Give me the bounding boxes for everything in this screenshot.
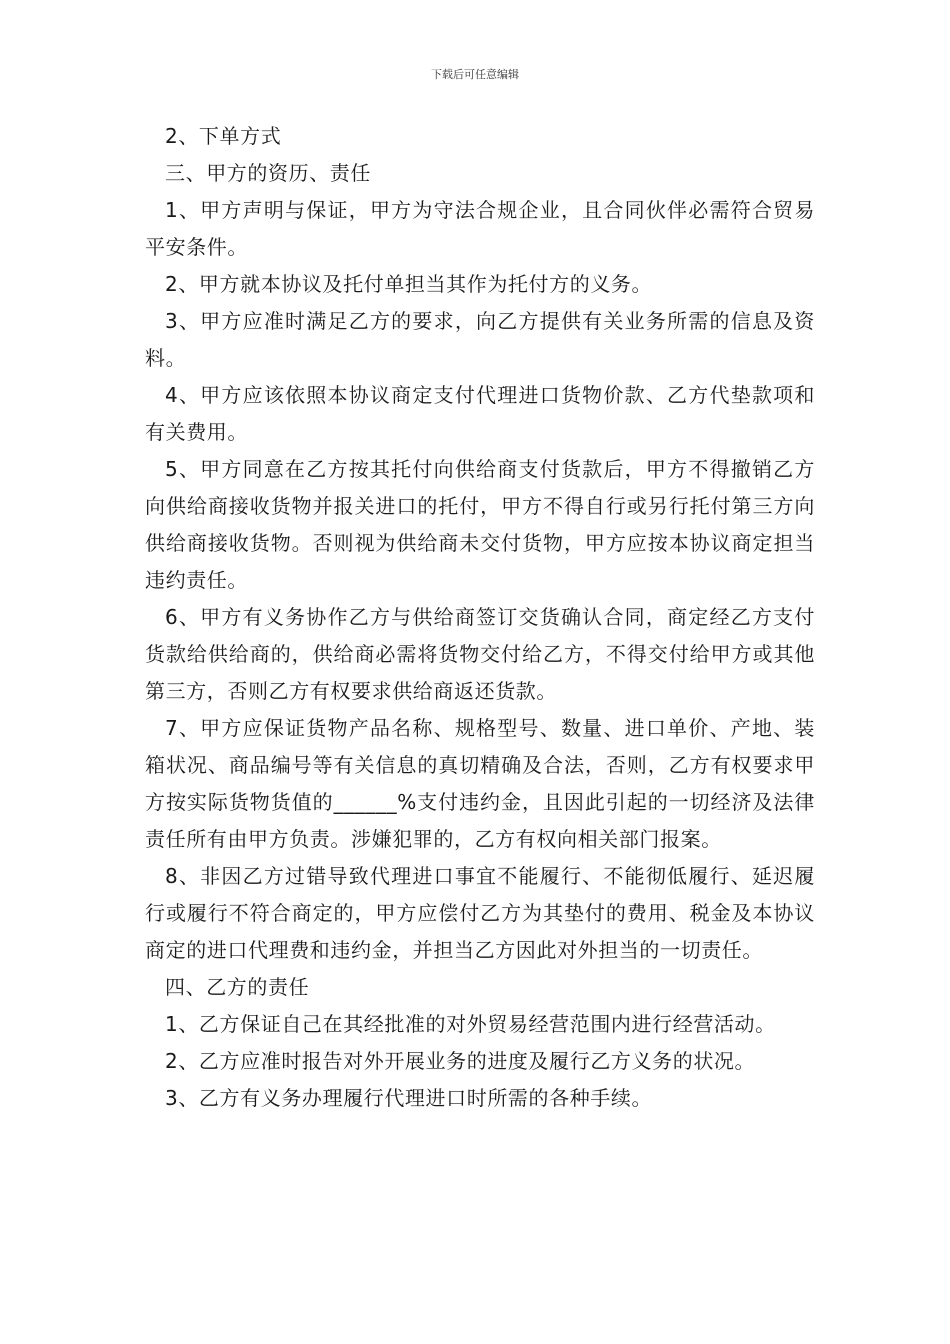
- clause-b-3: 3、乙方有义务办理履行代理进口时所需的各种手续。: [165, 1086, 653, 1110]
- header-note: 下载后可任意编辑: [431, 68, 519, 81]
- clause-a-2: 2、甲方就本协议及托付单担当其作为托付方的义务。: [165, 272, 653, 296]
- clause-b-1: 1、乙方保证自己在其经批准的对外贸易经营范围内进行经营活动。: [165, 1012, 776, 1036]
- clause-a-5: 5、甲方同意在乙方按其托付向供给商支付货款后，甲方不得撤销乙方向供给商接收货物并报关进口的托付，甲方不得自行或另行托付第三方向供给商接收货物。否则视为供给商未交付货物，甲方应按本协议商定担当违约责任。: [145, 457, 815, 592]
- clause-a-4: 4、甲方应该依照本协议商定支付代理进口货物价款、乙方代垫款项和有关费用。: [145, 383, 815, 444]
- section-heading-party-a: 三、甲方的资历、责任: [165, 161, 371, 185]
- clause-b-2: 2、乙方应准时报告对外开展业务的进度及履行乙方义务的状况。: [165, 1049, 756, 1073]
- clause-a-8: 8、非因乙方过错导致代理进口事宜不能履行、不能彻低履行、延迟履行或履行不符合商定的，甲方应偿付乙方为其垫付的费用、税金及本协议商定的进口代理费和违约金，并担当乙方因此对外担当的一切责任。: [145, 864, 815, 962]
- clause-a-6: 6、甲方有义务协作乙方与供给商签订交货确认合同，商定经乙方支付货款给供给商的，供给商必需将货物交付给乙方，不得交付给甲方或其他第三方，否则乙方有权要求供给商返还货款。: [145, 605, 815, 703]
- document-body: [145, 118, 815, 1117]
- section-heading-party-b: 四、乙方的责任: [165, 975, 310, 999]
- clause-a-1: 1、甲方声明与保证，甲方为守法合规企业，且合同伙伴必需符合贸易平安条件。: [145, 198, 815, 259]
- clause-a-7: 7、甲方应保证货物产品名称、规格型号、数量、进口单价、产地、装箱状况、商品编号等有关信息的真切精确及合法，否则，乙方有权要求甲方按实际货物货值的______%支付违约金，且因此引起的一切经济及法律责任所有由甲方负责。涉嫌犯罪的，乙方有权向相关部门报案。: [145, 716, 815, 851]
- clause-2-order-method: 2、下单方式: [165, 124, 282, 148]
- clause-a-3: 3、甲方应准时满足乙方的要求，向乙方提供有关业务所需的信息及资料。: [145, 309, 815, 370]
